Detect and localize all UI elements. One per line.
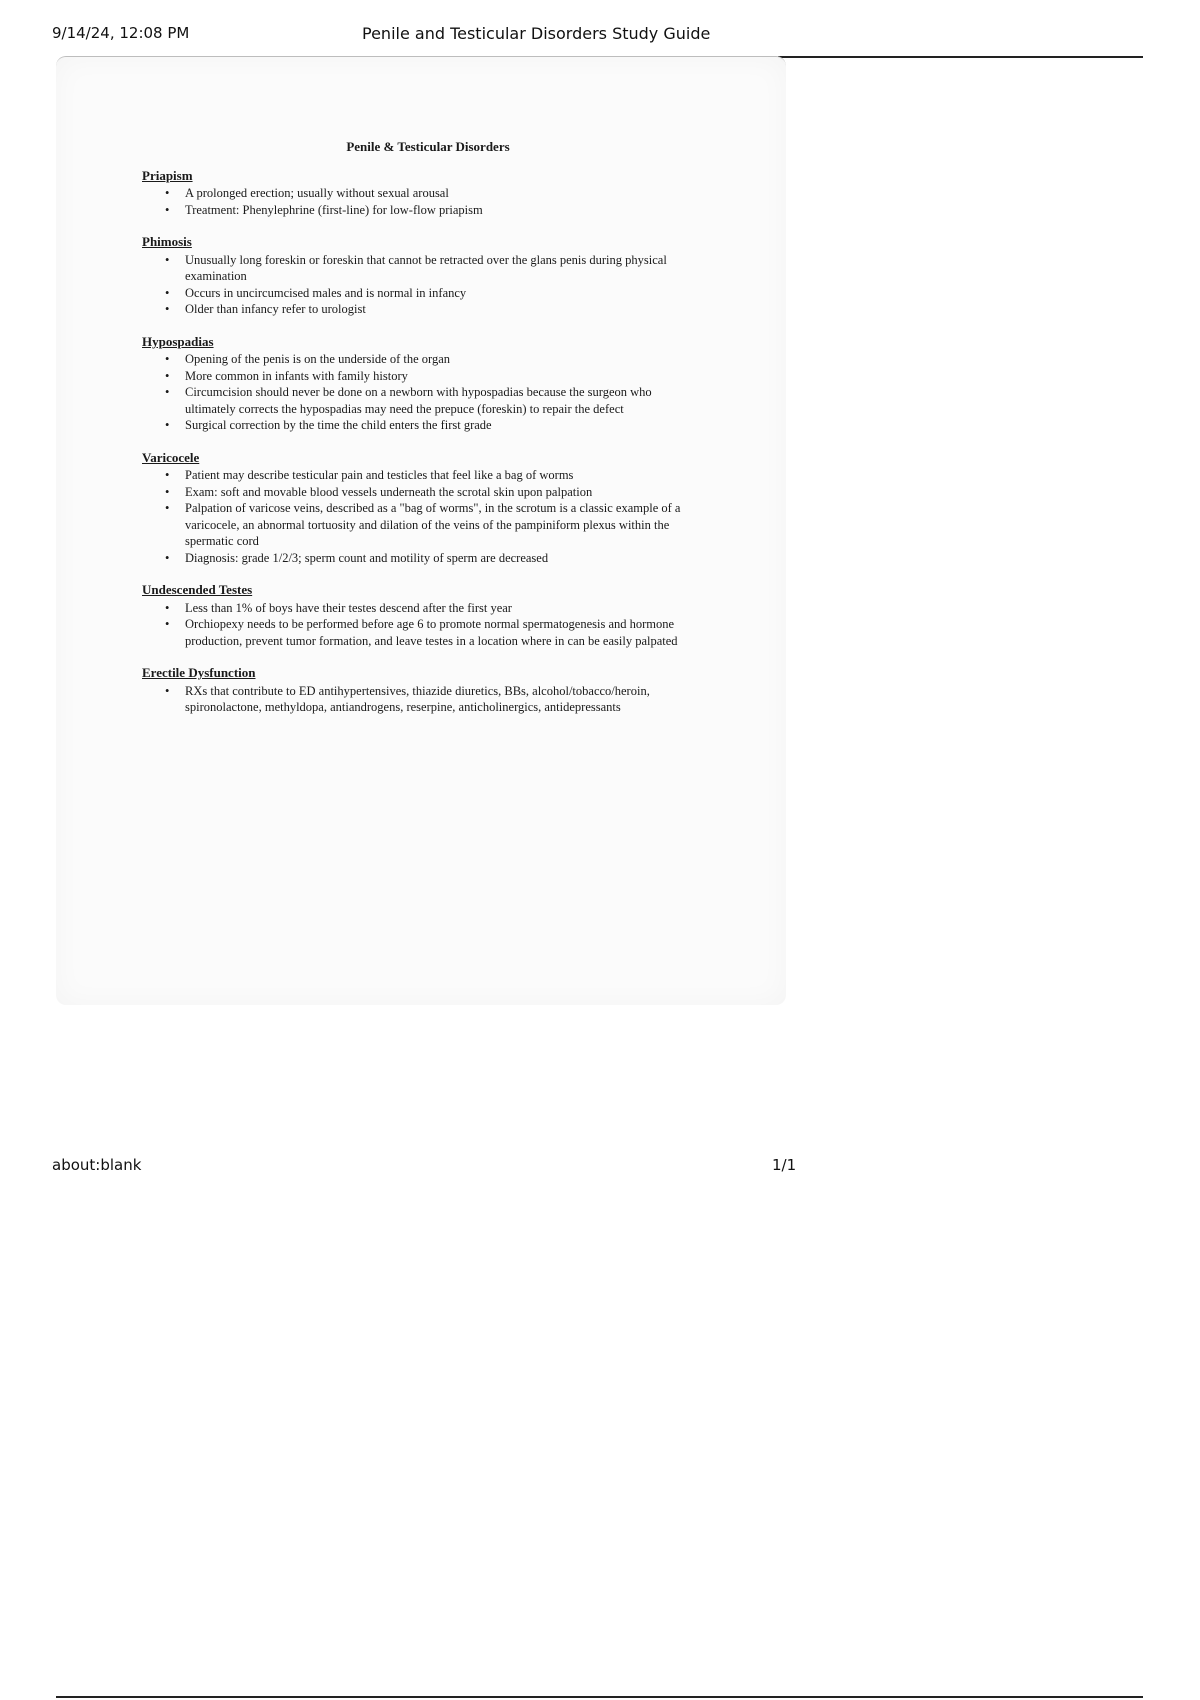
list-item: • Patient may describe testicular pain and testicles that feel like a bag of worms: [185, 467, 702, 484]
section-heading: Priapism: [142, 167, 193, 183]
list-item: • Occurs in uncircumcised males and is normal in infancy: [185, 285, 702, 302]
list-item: • Treatment: Phenylephrine (first-line) for low-flow priapism: [185, 202, 702, 219]
bullet-list: [142, 600, 702, 650]
bullet-list: [142, 351, 702, 434]
list-item: • Opening of the penis is on the underside of the organ: [185, 351, 702, 368]
bullet-list: [142, 185, 702, 218]
footer-rule: [56, 1696, 1143, 1698]
section-heading: Undescended Testes: [142, 582, 253, 597]
section-phimosis: [142, 234, 702, 318]
list-item: • Older than infancy refer to urologist: [185, 301, 702, 318]
document-page-frame: [56, 56, 786, 1005]
section-hypospadias: [142, 334, 702, 434]
document-title: Penile & Testicular Disorders: [346, 139, 510, 154]
list-item: • Less than 1% of boys have their testes descend after the first year: [185, 600, 702, 617]
section-heading: Varicocele: [142, 449, 200, 465]
list-item: • More common in infants with family history: [185, 368, 702, 385]
print-header-datetime: 9/14/24, 12:08 PM: [52, 24, 190, 42]
section-varicocele: [142, 450, 702, 567]
section-heading: Phimosis: [142, 234, 192, 249]
print-footer-url: about:blank: [52, 1156, 142, 1174]
bullet-list: [142, 467, 702, 566]
print-footer-page-count: 1/1: [772, 1156, 797, 1174]
list-item: • Diagnosis: grade 1/2/3; sperm count and motility of sperm are decreased: [185, 550, 702, 567]
list-item: • Unusually long foreskin or foreskin that cannot be retracted over the glans penis during physical examination: [185, 252, 702, 285]
bullet-list: [142, 252, 702, 318]
section-erectile-dysfunction: [142, 665, 702, 716]
section-undescended-testes: [142, 582, 702, 649]
document-content: [142, 139, 702, 732]
list-item: • A prolonged erection; usually without sexual arousal: [185, 185, 702, 202]
bullet-list: [142, 683, 702, 716]
list-item: • Surgical correction by the time the child enters the first grade: [185, 417, 702, 434]
list-item: • Exam: soft and movable blood vessels underneath the scrotal skin upon palpation: [185, 484, 702, 501]
section-heading: Erectile Dysfunction: [142, 665, 256, 680]
section-priapism: [142, 168, 702, 219]
section-heading: Hypospadias: [142, 333, 214, 349]
print-header-title: Penile and Testicular Disorders Study Guide: [362, 24, 711, 43]
list-item: • RXs that contribute to ED antihypertensives, thiazide diuretics, BBs, alcohol/tobacco/heroin, spironolactone, methyldopa, antiandrogens, reserpine, anticholinergics, antidepressants: [185, 683, 702, 716]
header-rule: [778, 56, 1143, 58]
list-item: • Palpation of varicose veins, described as a "bag of worms", in the scrotum is a classic example of a varicocele, an abnormal tortuosity and dilation of the veins of the pampiniform plexus within the spermatic cord: [185, 500, 702, 550]
list-item: • Circumcision should never be done on a newborn with hypospadias because the surgeon who ultimately corrects the hypospadias may need the prepuce (foreskin) to repair the defect: [185, 384, 702, 417]
list-item: • Orchiopexy needs to be performed before age 6 to promote normal spermatogenesis and hormone production, prevent tumor formation, and leave testes in a location where in can be easily palpated: [185, 616, 702, 649]
